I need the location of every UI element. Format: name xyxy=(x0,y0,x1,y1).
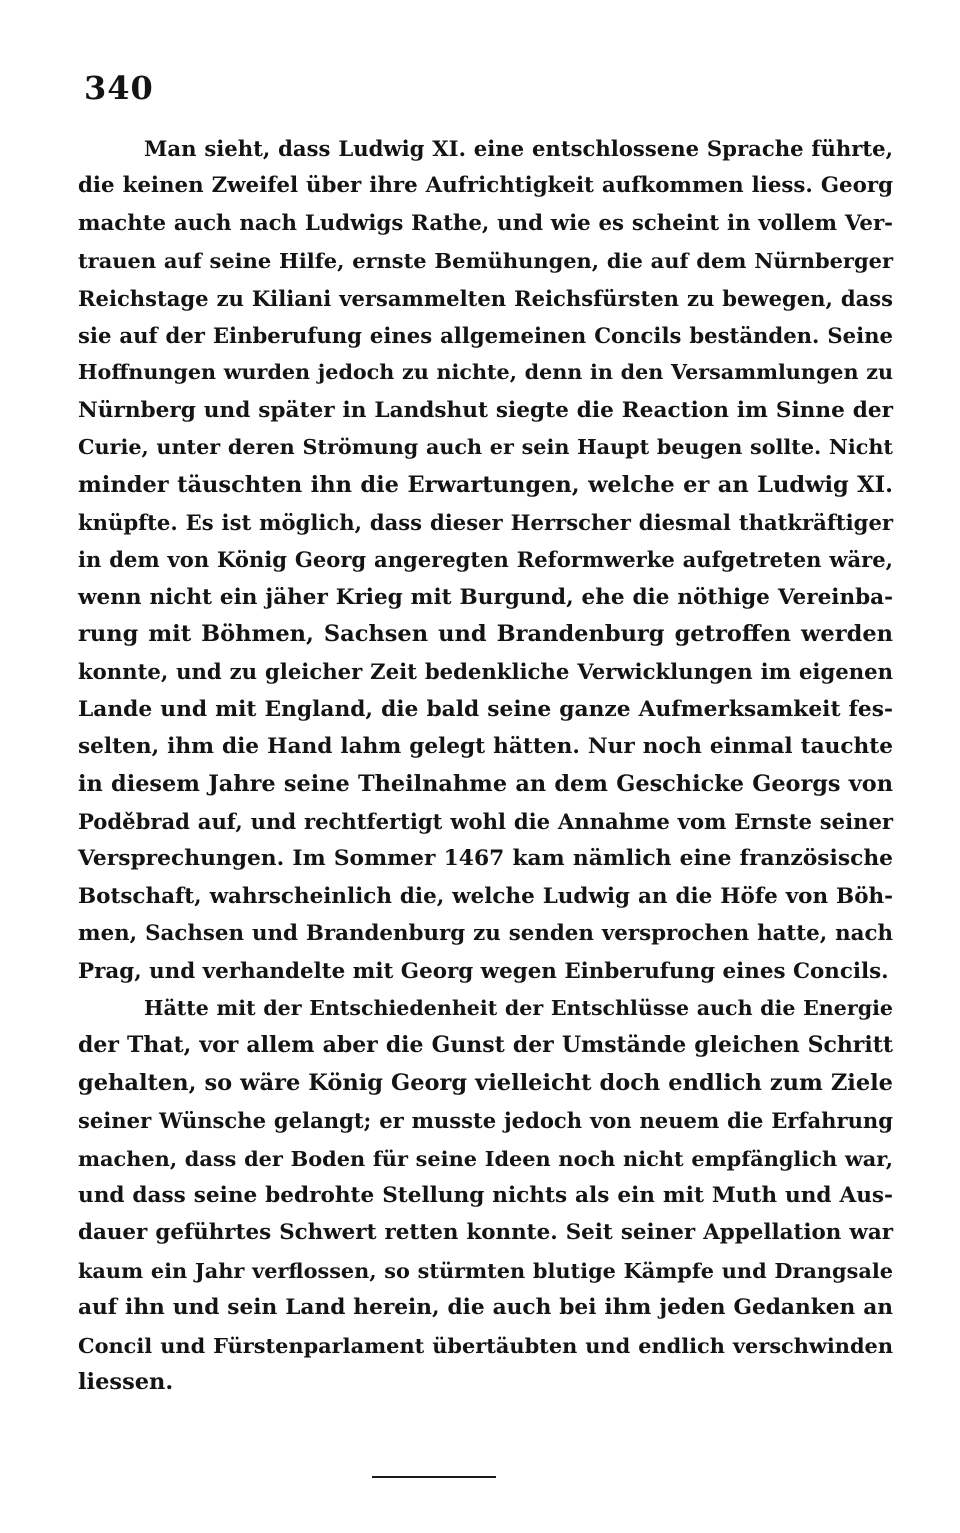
body-text xyxy=(78,130,893,1401)
text-line: machte auch nach Ludwigs Rathe, und wie es scheint in vollem Ver- xyxy=(78,210,893,236)
text-line: Curie, unter deren Strömung auch er sein Haupt beugen sollte. Nicht xyxy=(78,435,893,460)
text-line: men, Sachsen und Brandenburg zu senden versprochen hatte, nach xyxy=(78,921,893,947)
text-line: liessen. xyxy=(78,1368,174,1395)
text-line: Reichstage zu Kiliani versammelten Reichsfürsten zu bewegen, dass xyxy=(78,285,893,311)
text-line: und dass seine bedrohte Stellung nichts als ein mit Muth und Aus- xyxy=(78,1182,893,1208)
text-line: sie auf der Einberufung eines allgemeinen Concils beständen. Seine xyxy=(78,322,893,348)
text-line: rung mit Böhmen, Sachsen und Brandenburg getroffen werden xyxy=(78,621,893,648)
text-line: trauen auf seine Hilfe, ernste Bemühungen, die auf dem Nürnberger xyxy=(78,248,893,274)
text-line: auf ihn und sein Land herein, die auch bei ihm jeden Gedanken an xyxy=(78,1295,893,1321)
text-line: machen, dass der Boden für seine Ideen noch nicht empfänglich war, xyxy=(78,1145,893,1171)
text-line: Poděbrad auf, und rechtfertigt wohl die Annahme vom Ernste seiner xyxy=(78,809,893,835)
text-line: Lande und mit England, die bald seine ganze Aufmerksamkeit fes- xyxy=(78,696,893,722)
text-line: minder täuschten ihn die Erwartungen, welche er an Ludwig XI. xyxy=(78,471,893,498)
text-line: gehalten, so wäre König Georg vielleicht doch endlich zum Ziele xyxy=(78,1069,893,1096)
text-line: wenn nicht ein jäher Krieg mit Burgund, ehe die nöthige Vereinba- xyxy=(78,584,893,610)
text-line: seiner Wünsche gelangt; er musste jedoch von neuem die Erfahrung xyxy=(78,1108,893,1134)
text-line: Prag, und verhandelte mit Georg wegen Einberufung eines Concils. xyxy=(78,958,889,984)
text-line: Versprechungen. Im Sommer 1467 kam nämlich eine französische xyxy=(78,846,893,872)
text-line: Nürnberg und später in Landshut siegte die Reaction im Sinne der xyxy=(78,397,893,423)
text-line: die keinen Zweifel über ihre Aufrichtigkeit aufkommen liess. Georg xyxy=(78,173,893,199)
text-line: dauer geführtes Schwert retten konnte. Seit seiner Appellation war xyxy=(78,1220,893,1246)
text-line: Botschaft, wahrscheinlich die, welche Ludwig an die Höfe von Böh- xyxy=(78,883,893,909)
page-number: 340 xyxy=(84,69,154,107)
text-line: Hoffnungen wurden jedoch zu nichte, denn in den Versammlungen zu xyxy=(78,360,893,385)
text-line: kaum ein Jahr verflossen, so stürmten blutige Kämpfe und Drangsale xyxy=(78,1257,893,1283)
text-line: knüpfte. Es ist möglich, dass dieser Herrscher diesmal thatkräftiger xyxy=(78,509,893,535)
text-line: in diesem Jahre seine Theilnahme an dem Geschicke Georgs von xyxy=(78,770,893,797)
text-line: der That, vor allem aber die Gunst der Umstände gleichen Schritt xyxy=(78,1032,893,1059)
text-line: Concil und Fürstenparlament übertäubten und endlich verschwinden xyxy=(78,1332,893,1358)
text-line: selten, ihm die Hand lahm gelegt hätten. Nur noch einmal tauchte xyxy=(78,734,893,760)
text-line: Man sieht, dass Ludwig XI. eine entschlossene Sprache führte, xyxy=(144,136,893,161)
text-line: in dem von König Georg angeregten Reformwerke aufgetreten wäre, xyxy=(78,547,893,573)
footer-rule xyxy=(372,1476,496,1478)
text-line: konnte, und zu gleicher Zeit bedenkliche Verwicklungen im eigenen xyxy=(78,659,893,685)
text-line: Hätte mit der Entschiedenheit der Entschlüsse auch die Energie xyxy=(144,995,893,1020)
